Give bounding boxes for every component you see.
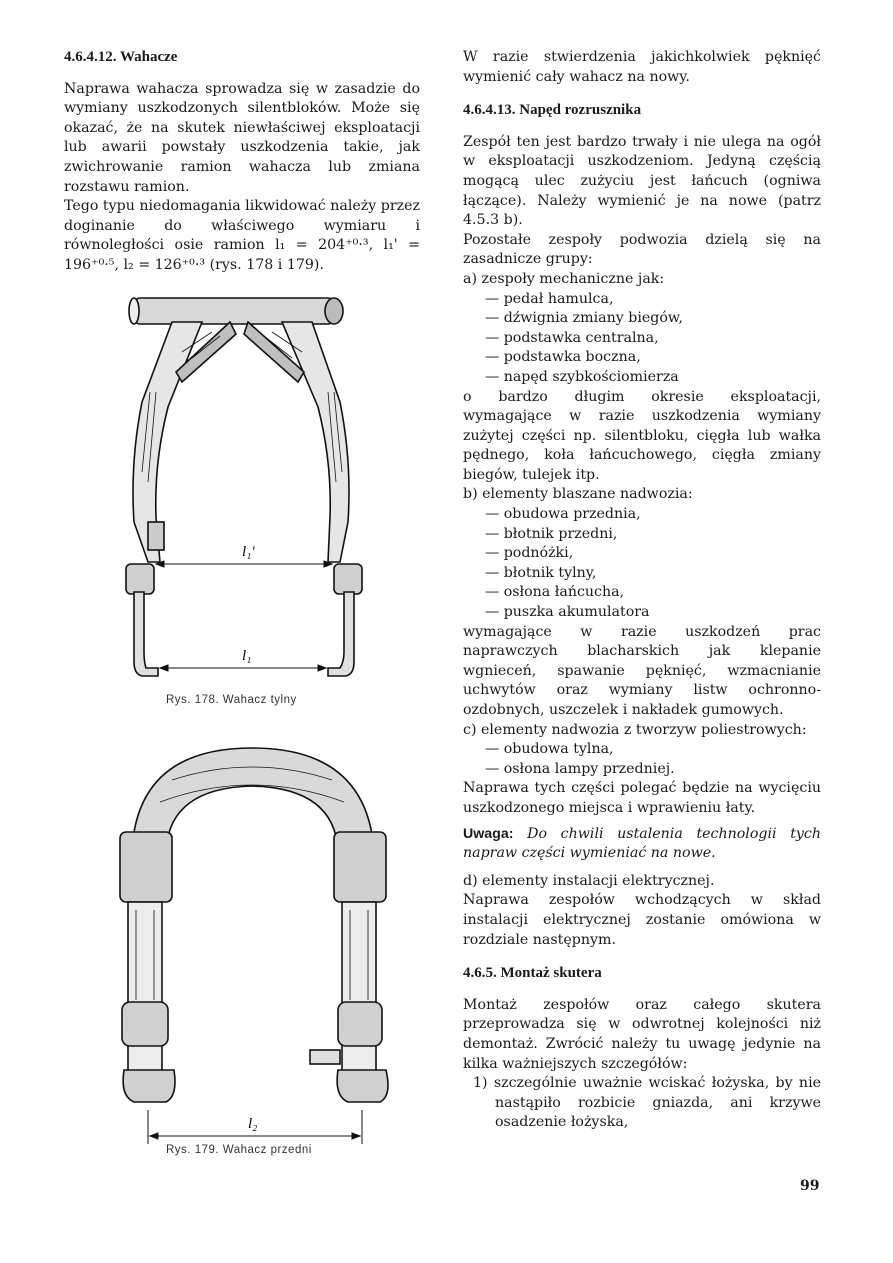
note-text: Do chwili ustalenia technologii tych napraw części wymieniać na nowe. — [463, 825, 821, 862]
list-item: — osłona łańcucha, — [485, 584, 625, 601]
paragraph: Naprawa tych części polegać będzie na wycięciu uszkodzonego miejsca i wprawieniu łaty. — [463, 780, 821, 816]
section-heading-montaz-skutera: 4.6.5. Montaż skutera — [463, 965, 602, 982]
left-column — [64, 48, 420, 276]
paragraph: o bardzo długim okresie eksploatacji, wymagające w razie uszkodzenia wymiany zużytej części np. silentbloku, cięgła lub wałka pędnego, koła łańcuchowego, cięgła zmiany biegów, tulejek itp. — [463, 388, 821, 483]
list-item: — napęd szybkościomierza — [485, 368, 679, 385]
list-item: — pedał hamulca, — [485, 290, 614, 307]
list-item: — błotnik przedni, — [485, 525, 618, 542]
list-d-label: d) elementy instalacji elektrycznej. — [463, 872, 715, 889]
note — [463, 825, 821, 864]
paragraph: W razie stwierdzenia jakichkolwiek pęknięć wymienić cały wahacz na nowy. — [463, 49, 821, 85]
list-item: — dźwignia zmiany biegów, — [485, 310, 683, 327]
list-item: — obudowa tylna, — [485, 741, 614, 758]
paragraph: Pozostałe zespoły podwozia dzielą się na zasadnicze grupy: — [463, 231, 821, 268]
list-a-label: a) zespoły mechaniczne jak: — [463, 270, 665, 287]
list-a — [463, 290, 821, 388]
dimension-label-l2: l₂ — [248, 1116, 258, 1132]
dimension-label-l1: l₁ — [242, 648, 252, 664]
figure-179-front-swingarm — [112, 740, 392, 1150]
paragraph: Naprawa wahacza sprowadza się w zasadzie do wymiany uszkodzonych silentbloków. Może się okazać, że na skutek niewłaściwej eksploatacji lub awarii powstały uszkodzenia takie, jak zwichrowanie ramion wahacza lub zmiana rozstawu ramion. — [64, 80, 420, 195]
page-number: 99 — [800, 1178, 820, 1194]
section-heading-naped-rozrusznika: 4.6.4.13. Napęd rozrusznika — [463, 102, 642, 119]
right-column — [463, 48, 821, 1133]
section-heading-wahacze: 4.6.4.12. Wahacze — [64, 49, 178, 65]
list-item: — podnóżki, — [485, 545, 574, 562]
list-b — [463, 505, 821, 623]
list-item: — podstawka centralna, — [485, 329, 659, 346]
dimension-label-l1-prime: l₁' — [242, 544, 255, 560]
paragraph: Zespół ten jest bardzo trwały i nie ulega na ogół w eksploatacji uszkodzeniom. Jedyną częścią mogącą ulec zużyciu jest łańcuch (ogniwa łączące). Należy wymienić je na nowe (patrz 4.5.3 b). — [463, 133, 821, 229]
list-item: — puszka akumulatora — [485, 604, 650, 621]
list-item: — błotnik tylny, — [485, 564, 597, 581]
list-c-label: c) elementy nadwozia z tworzyw poliestrowych: — [463, 721, 807, 738]
numbered-item: 1) szczególnie uważnie wciskać łożyska, by nie nastąpiło rozbicie gniazda, ani krzywe osadzenie łożyska, — [473, 1075, 821, 1131]
list-item: — podstawka boczna, — [485, 349, 641, 366]
figure-179-caption: Rys. 179. Wahacz przedni — [166, 1144, 312, 1156]
paragraph: Tego typu niedomagania likwidować należy przez doginanie do właściwego wymiaru i równoległości osie ramion l₁ = 204⁺⁰·³, l₁' = 196⁺⁰·⁵, l₂ = 126⁺⁰·³ (rys. 178 i 179). — [64, 198, 420, 273]
paragraph: wymagające w razie uszkodzeń prac naprawczych blacharskich jak klepanie wgnieceń, spawanie pęknięć, wzmacnianie uchwytów oraz wymiany listw ochronno-ozdobnych, uszczelek i nakładek gumowych. — [463, 623, 821, 718]
list-c — [463, 740, 821, 779]
note-label: Uwaga: — [463, 825, 514, 842]
figure-178-caption: Rys. 178. Wahacz tylny — [166, 694, 297, 706]
list-b-label: b) elementy blaszane nadwozia: — [463, 486, 693, 503]
paragraph: Naprawa zespołów wchodzących w skład instalacji elektrycznej zostanie omówiona w rozdziale następnym. — [463, 892, 821, 948]
list-item: — obudowa przednia, — [485, 506, 641, 523]
list-item: — osłona lampy przedniej. — [485, 760, 675, 777]
paragraph: Montaż zespołów oraz całego skutera przeprowadza się w odwrotnej kolejności niż demontaż. Zwrócić należy tu uwagę jedynie na kilka ważniejszych szczegółów: — [463, 996, 821, 1072]
figure-178-rear-swingarm — [112, 292, 372, 692]
